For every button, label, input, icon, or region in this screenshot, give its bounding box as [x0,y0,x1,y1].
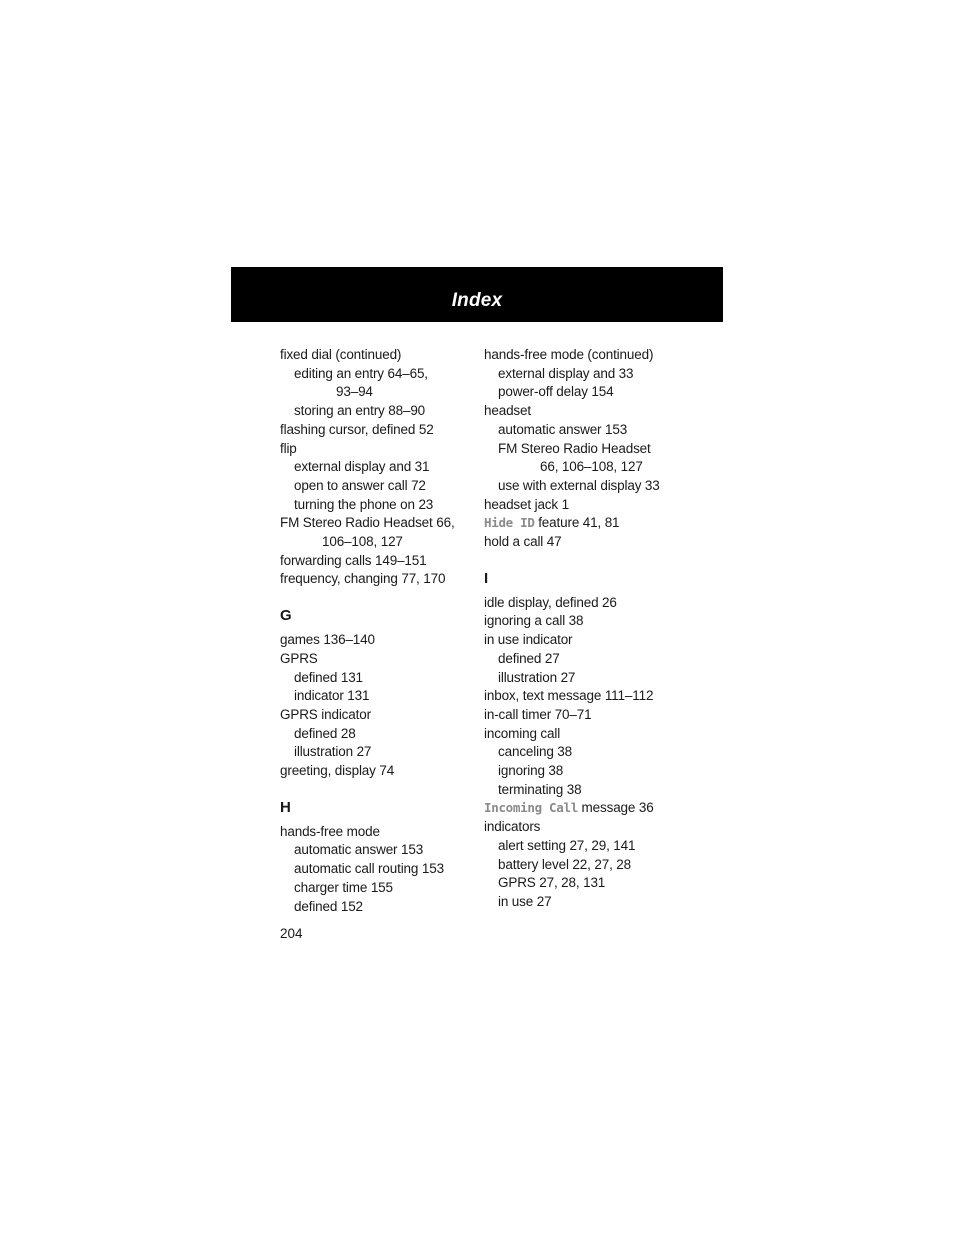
index-entry-text: illustration 27 [498,669,576,685]
index-subentry [484,477,684,496]
section-gap [484,552,684,570]
index-entry-text: turning the phone on 23 [294,496,434,512]
section-gap [280,781,480,799]
index-subentry [280,458,480,477]
index-subentry [484,856,684,875]
index-entry [280,552,480,571]
index-letter-heading: H [280,798,291,816]
index-entry-text: flip [280,440,297,456]
index-entry [484,594,684,613]
index-entry [484,496,684,515]
index-entry-text: feature 41, 81 [534,515,620,531]
index-entry [484,514,684,533]
index-entry-text: forwarding calls 149–151 [280,552,427,568]
index-column-left [280,346,480,916]
index-entry-text: incoming call [484,725,561,741]
index-entry-text: GPRS indicator [280,706,371,722]
index-subentry [484,874,684,893]
index-entry-text: greeting, display 74 [280,763,395,779]
index-entry-text: 66, 106–108, 127 [540,459,643,475]
index-entry [484,402,684,421]
index-entry [280,650,480,669]
index-entry [280,631,480,650]
index-entry [484,725,684,744]
index-subentry [280,533,480,552]
index-entry-text: headset jack 1 [484,496,569,512]
index-entry-text: illustration 27 [294,744,372,760]
index-entry-text: ignoring a call 38 [484,613,584,629]
index-entry-text: canceling 38 [498,744,573,760]
index-header-bar [231,267,723,322]
index-subentry [280,725,480,744]
display-text-term: Incoming Call [484,800,578,816]
index-entry-text: FM Stereo Radio Headset 66, [280,515,455,531]
index-entry-text: automatic call routing 153 [294,861,444,877]
index-entry-text: ignoring 38 [498,763,564,779]
index-subentry [280,383,480,402]
index-entry [484,533,684,552]
page-title: Index [451,290,503,311]
index-entry-text: in use indicator [484,632,573,648]
index-entry-text: frequency, changing 77, 170 [280,571,446,587]
index-entry-text: message 36 [577,800,654,816]
index-entry-text: games 136–140 [280,632,375,648]
index-subentry [280,669,480,688]
index-entry-text: use with external display 33 [498,477,660,493]
index-subentry [484,650,684,669]
index-subentry [484,365,684,384]
index-entry-text: automatic answer 153 [294,842,424,858]
index-subentry [484,762,684,781]
index-entry-text: defined 152 [294,898,363,914]
index-subentry [484,669,684,688]
index-subentry [280,402,480,421]
index-entry-text: idle display, defined 26 [484,594,617,610]
index-subentry [484,743,684,762]
section-gap [280,589,480,607]
index-entry [280,823,480,842]
index-subentry [484,893,684,912]
index-entry-text: FM Stereo Radio Headset [498,440,651,456]
index-subentry [484,458,684,477]
index-entry-text: battery level 22, 27, 28 [498,856,631,872]
index-entry [280,421,480,440]
index-entry [280,346,480,365]
index-entry-text: fixed dial (continued) [280,347,402,362]
index-subentry [280,496,480,515]
display-text-term: Hide ID [484,515,535,531]
index-entry-text: in-call timer 70–71 [484,706,592,722]
index-subentry [484,440,684,459]
index-entry-text: external display and 33 [498,365,634,381]
index-entry-text: open to answer call 72 [294,477,426,493]
index-entry [280,570,480,589]
index-entry-text: GPRS [280,650,318,666]
index-entry-text: hands-free mode (continued) [484,347,654,362]
index-entry [484,346,684,365]
index-entry [280,762,480,781]
index-entry-text: storing an entry 88–90 [294,403,426,419]
index-subentry [280,687,480,706]
index-entry [484,818,684,837]
index-subentry [280,477,480,496]
index-column-right [484,346,684,912]
index-entry-text: alert setting 27, 29, 141 [498,837,636,853]
index-entry-text: headset [484,403,531,419]
index-letter-heading: G [280,607,292,625]
index-subentry [280,841,480,860]
index-subentry [280,743,480,762]
index-subentry [280,898,480,917]
index-entry-text: 93–94 [336,384,373,400]
index-entry-text: defined 27 [498,650,560,666]
index-entry-text: external display and 31 [294,459,430,475]
index-entry-text: defined 28 [294,725,356,741]
index-entry-text: defined 131 [294,669,363,685]
index-entry-text: hands-free mode [280,823,380,839]
index-subentry [484,837,684,856]
index-entry [484,706,684,725]
index-entry-text: terminating 38 [498,781,582,797]
index-entry [484,612,684,631]
index-entry [484,687,684,706]
index-entry [484,631,684,650]
index-entry-text: power-off delay 154 [498,384,614,400]
index-entry-text: indicators [484,819,541,835]
index-entry [280,706,480,725]
index-entry-text: flashing cursor, defined 52 [280,421,434,437]
index-entry-text: hold a call 47 [484,534,562,550]
index-entry [280,514,480,533]
index-subentry [484,421,684,440]
index-entry [484,799,684,818]
index-entry-text: editing an entry 64–65, [294,365,428,381]
index-entry-text: GPRS 27, 28, 131 [498,875,606,891]
index-entry-text: indicator 131 [294,688,370,704]
index-subentry [280,860,480,879]
index-entry-text: in use 27 [498,893,552,909]
index-subentry [484,781,684,800]
index-subentry [280,879,480,898]
index-entry-text: charger time 155 [294,879,393,895]
index-entry-text: 106–108, 127 [322,534,403,550]
index-letter-heading: I [484,569,489,587]
page-number: 204 [280,926,303,941]
index-entry [280,440,480,459]
index-entry-text: automatic answer 153 [498,421,628,437]
index-subentry [484,383,684,402]
index-subentry [280,365,480,384]
index-entry-text: inbox, text message 111–112 [484,688,654,704]
